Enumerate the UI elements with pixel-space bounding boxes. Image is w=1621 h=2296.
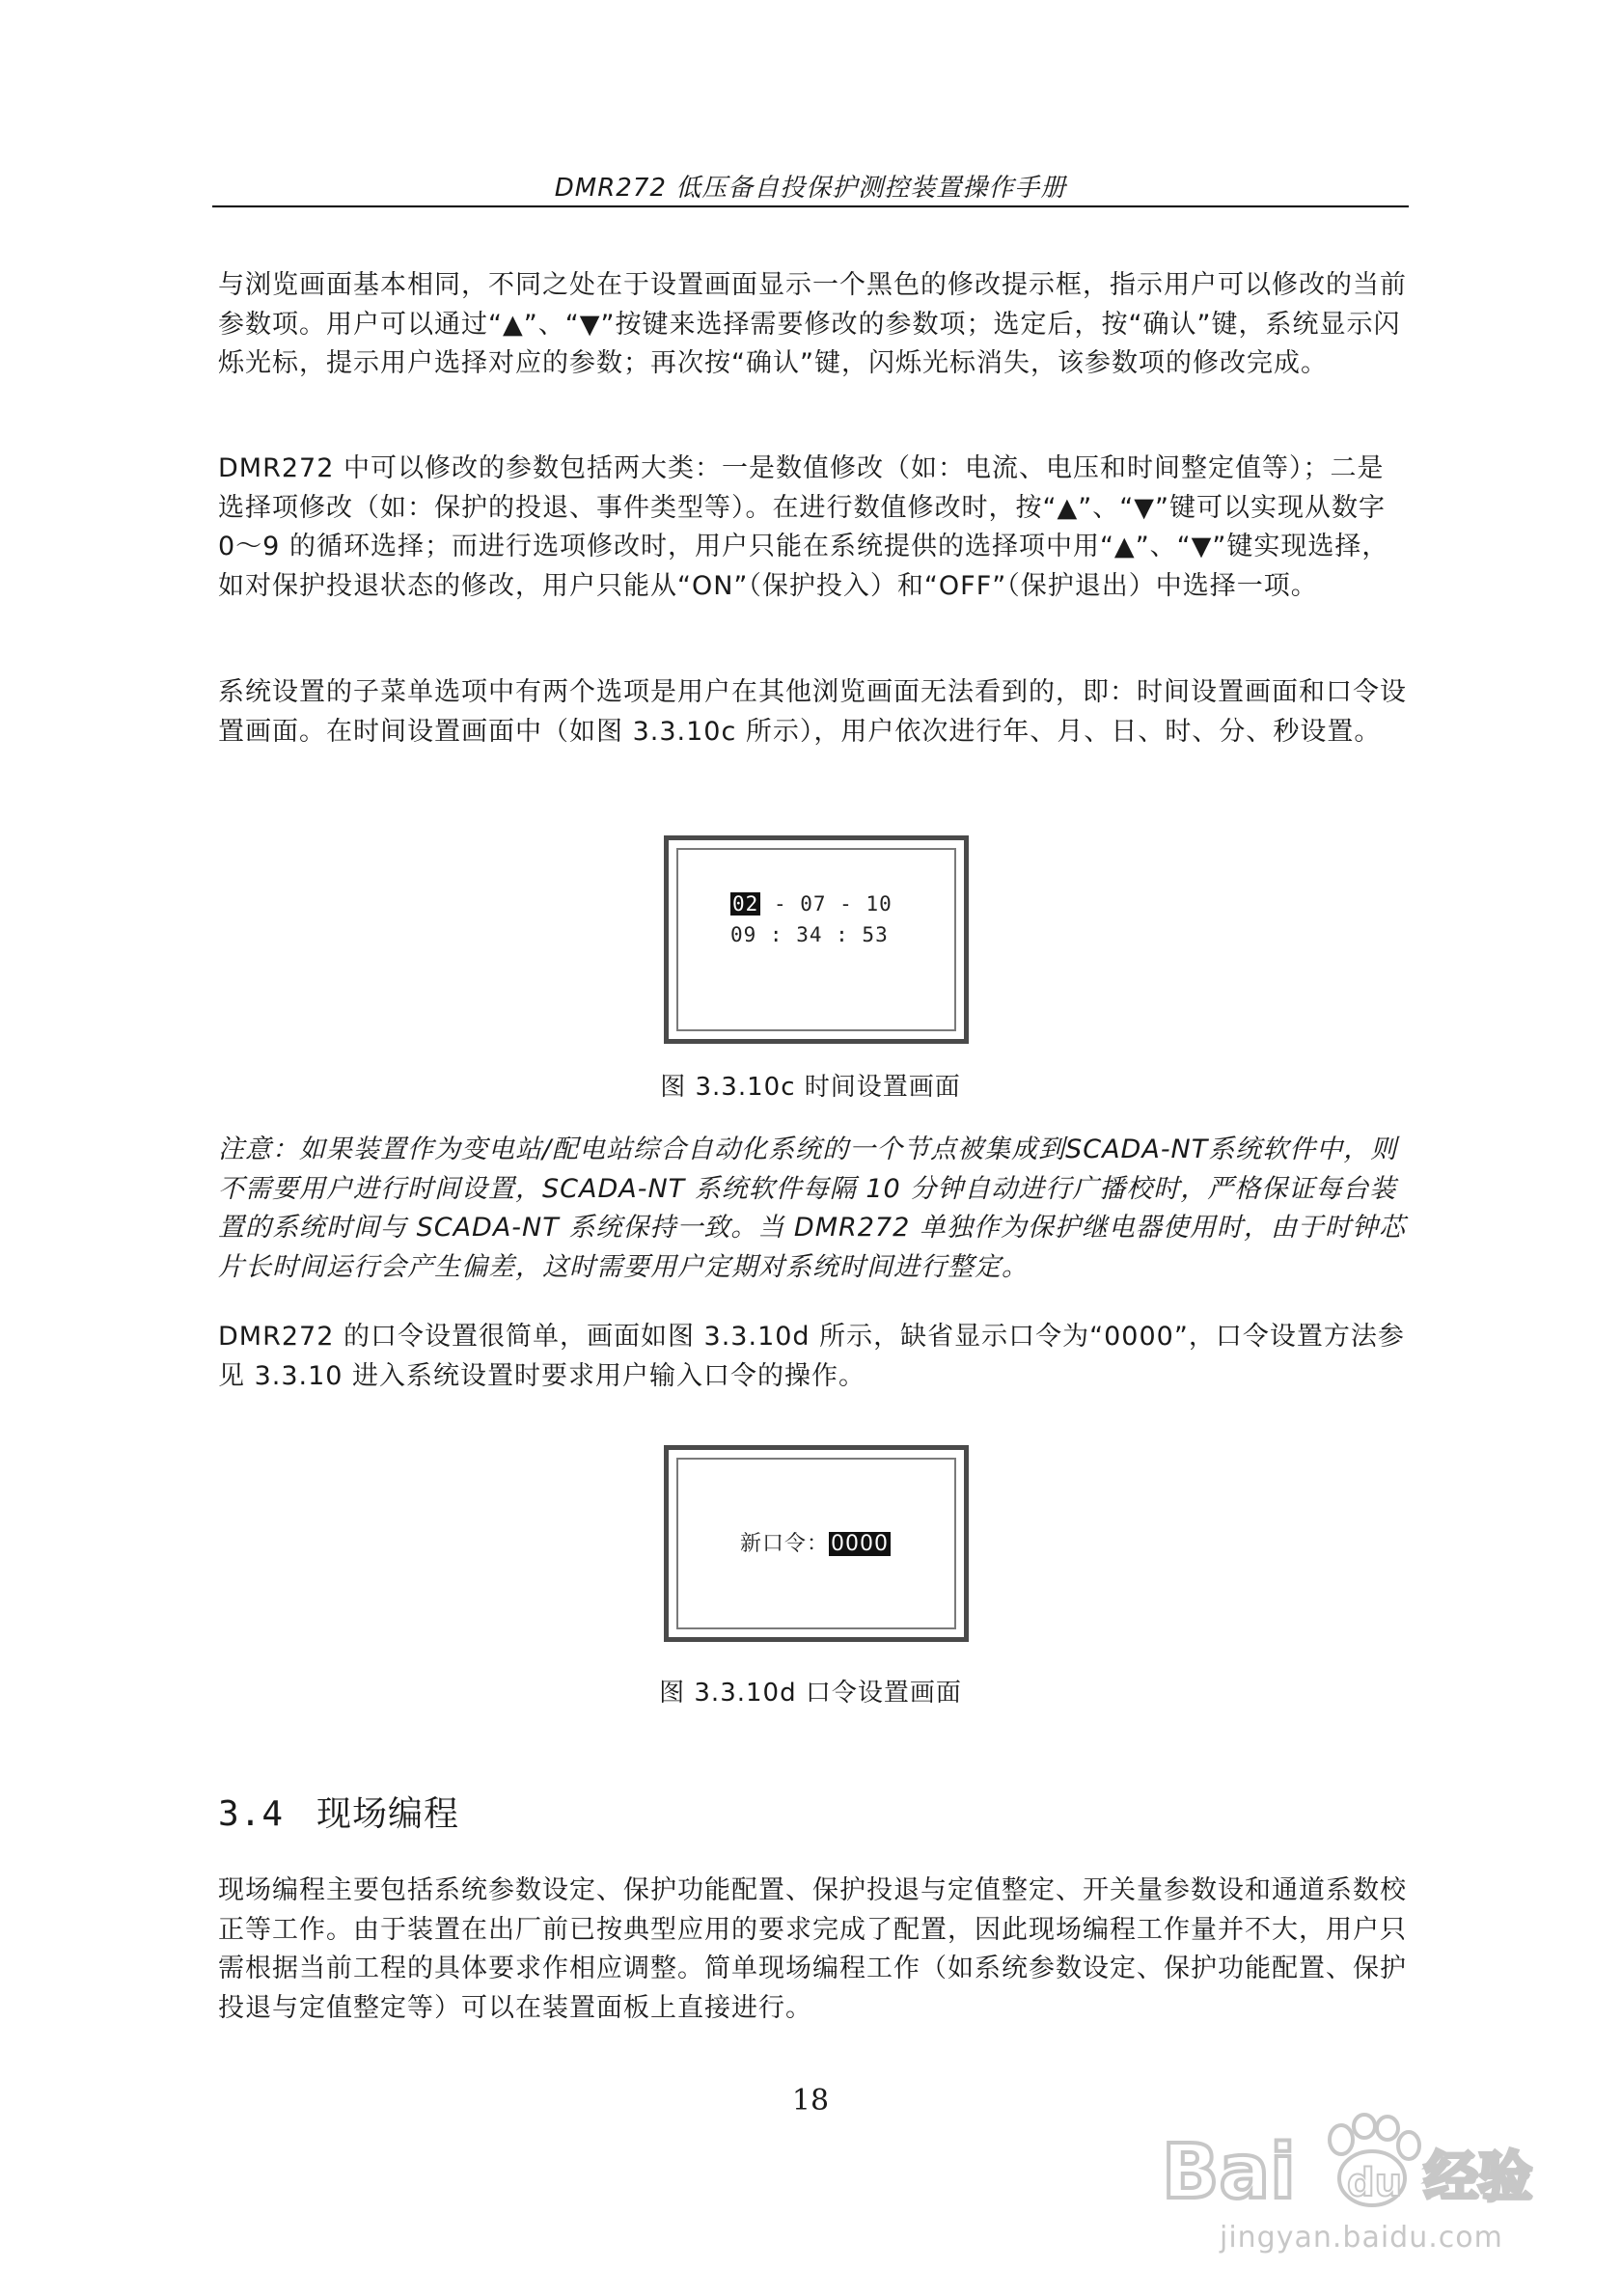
svg-text:du: du (1347, 2161, 1403, 2205)
lcd-password-label: 新口令： (740, 1532, 830, 1556)
paragraph-password: DMR272 的口令设置很简单，画面如图 3.3.10d 所示，缺省显示口令为“0000”，口令设置方法参见 3.3.10 进入系统设置时要求用户输入口令的操作。 (218, 1322, 1405, 1391)
paragraph-field-programming: 现场编程主要包括系统参数设定、保护功能配置、保护投退与定值整定、开关量参数设和通道系数校正等工作。由于装置在出厂前已按典型应用的要求完成了配置，因此现场编程工作量并不大，用户只需根据当前工程的具体要求作相应调整。简单现场编程工作（如系统参数设定、保护功能配置、保护投退与定值整定等）可以在装置面板上直接进行。 (218, 1875, 1407, 2023)
paragraph-parameter-types: DMR272 中可以修改的参数包括两大类：一是数值修改（如：电流、电压和时间整定值等）；二是选择项修改（如：保护的投退、事件类型等）。在进行数值修改时，按“▲”、“▼”键可以实现从数字 0～9 的循环选择；而进行选项修改时，用户只能在系统提供的选择项中用“▲”、“▼”键实现选择，如对保护投退状态的修改，用户只能从“ON”（保护投入）和“OFF”（保护退出）中选择一项。 (218, 453, 1389, 601)
paragraph-settings-intro: 与浏览画面基本相同，不同之处在于设置画面显示一个黑色的修改提示框，指示用户可以修改的当前参数项。用户可以通过“▲”、“▼”按键来选择需要修改的参数项；选定后，按“确认”键，系统显示闪烁光标，提示用户选择对应的参数；再次按“确认”键，闪烁光标消失，该参数项的修改完成。 (218, 270, 1407, 378)
page-header-title: DMR272 低压备自投保护测控装置操作手册 (554, 174, 1067, 203)
header-rule (212, 205, 1409, 207)
figure-caption-time: 图 3.3.10c 时间设置画面 (660, 1073, 961, 1102)
section-number: 3.4 (218, 1794, 285, 1834)
lcd-password-value: 0000 (831, 1532, 890, 1556)
time-setting-screen (664, 835, 969, 1044)
svg-text:Bai: Bai (1162, 2129, 1296, 2216)
lcd-year-highlight: 02 (732, 892, 759, 916)
lcd-password-line (740, 1527, 891, 1557)
section-title: 现场编程 (316, 1794, 460, 1834)
paragraph-system-settings: 系统设置的子菜单选项中有两个选项是用户在其他浏览画面无法看到的，即：时间设置画面和口令设置画面。在时间设置画面中（如图 3.3.10c 所示），用户依次进行年、月、日、时、分、秒设置。 (218, 677, 1407, 747)
lcd-time-line: 09 : 34 : 53 (730, 923, 889, 946)
baidu-jingyan-logo-icon (1162, 2113, 1548, 2219)
figure-caption-password: 图 3.3.10d 口令设置画面 (659, 1679, 962, 1708)
section-heading (218, 1787, 459, 1836)
page-number: 18 (791, 2084, 830, 2118)
svg-text:经验: 经验 (1424, 2146, 1532, 2209)
baidu-watermark-url: jingyan.baidu.com (1220, 2221, 1503, 2255)
lcd-date-rest: - 07 - 10 (760, 892, 893, 916)
password-setting-screen (664, 1445, 969, 1642)
paragraph-note: 注意：如果装置作为变电站/配电站综合自动化系统的一个节点被集成到SCADA-NT系统软件中，则不需要用户进行时间设置，SCADA-NT 系统软件每隔 10 分钟自动进行广播校时，严格保证每台装置的系统时间与 SCADA-NT 系统保持一致。当 DMR272 单独作为保护继电器使用时，由于时钟芯片长时间运行会产生偏差，这时需要用户定期对系统时间进行整定。 (218, 1134, 1406, 1282)
baidu-watermark (1162, 2113, 1548, 2257)
lcd-date-line (730, 892, 893, 916)
